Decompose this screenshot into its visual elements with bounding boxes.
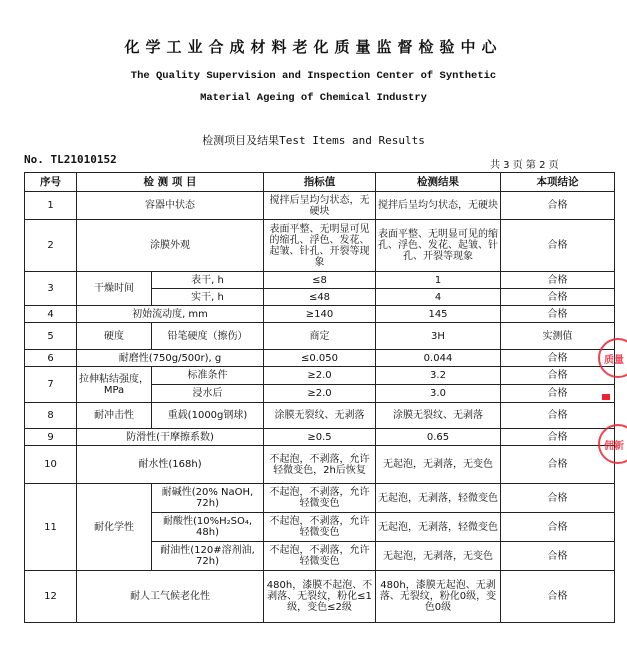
- table-row: [25, 446, 615, 484]
- conclusion: 合格: [501, 272, 615, 289]
- conclusion: 合格: [501, 350, 615, 367]
- test-result: 0.044: [376, 350, 501, 367]
- test-item: 涂膜外观: [77, 220, 264, 272]
- row-number: 7: [25, 367, 77, 403]
- test-item: 耐人工气候老化性: [77, 571, 264, 623]
- test-result: 无起泡，无剥落，无变色: [376, 542, 501, 571]
- table-row: [25, 484, 615, 513]
- report-title-cn: 化学工业合成材料老化质量监督检验中心: [124, 38, 503, 56]
- test-sub-item: 标准条件: [152, 367, 264, 385]
- test-item: 耐磨性(750g/500r), g: [77, 350, 264, 367]
- test-result: 3.0: [376, 385, 501, 403]
- spec-value: ≥140: [264, 306, 376, 323]
- conclusion: 实测值: [501, 323, 615, 350]
- spec-value: ≥0.5: [264, 429, 376, 446]
- report-number: No. TL21010152: [24, 153, 117, 166]
- conclusion: 合格: [501, 513, 615, 542]
- test-result: 3H: [376, 323, 501, 350]
- row-number: 8: [25, 403, 77, 429]
- test-item: 初始流动度, mm: [77, 306, 264, 323]
- conclusion: 合格: [501, 220, 615, 272]
- test-item: 拉伸粘结强度，MPa: [77, 367, 152, 403]
- test-item: 容器中状态: [77, 192, 264, 220]
- spec-value: ≥2.0: [264, 385, 376, 403]
- conclusion: 合格: [501, 429, 615, 446]
- spec-value: ≤0.050: [264, 350, 376, 367]
- spec-value: ≥2.0: [264, 367, 376, 385]
- spec-value: 涂膜无裂纹、无剥落: [264, 403, 376, 429]
- table-header-row: [25, 173, 615, 192]
- page-indicator: 共 3 页 第 2 页: [490, 160, 559, 171]
- conclusion: 合格: [501, 403, 615, 429]
- report-title-en-line2: Material Ageing of Chemical Industry: [200, 92, 427, 104]
- test-sub-item: 表干, h: [152, 272, 264, 289]
- table-row: [25, 350, 615, 367]
- test-sub-item: 铅笔硬度（擦伤）: [152, 323, 264, 350]
- conclusion: 合格: [501, 367, 615, 385]
- conclusion: 合格: [501, 542, 615, 571]
- conclusion: 合格: [501, 192, 615, 220]
- test-result: 涂膜无裂纹、无剥落: [376, 403, 501, 429]
- col-header-item: 检 测 项 目: [77, 173, 264, 192]
- row-number: 1: [25, 192, 77, 220]
- table-row: [25, 571, 615, 623]
- test-result: 3.2: [376, 367, 501, 385]
- row-number: 9: [25, 429, 77, 446]
- test-item: 硬度: [77, 323, 152, 350]
- table-row: [25, 429, 615, 446]
- test-sub-item: 浸水后: [152, 385, 264, 403]
- row-number: 11: [25, 484, 77, 571]
- table-row: [25, 403, 615, 429]
- test-result: 无起泡，无剥落，无变色: [376, 446, 501, 484]
- test-result: 1: [376, 272, 501, 289]
- test-sub-item: 耐碱性(20% NaOH, 72h): [152, 484, 264, 513]
- test-result: 145: [376, 306, 501, 323]
- test-item: 耐冲击性: [77, 403, 152, 429]
- spec-value: 不起泡，不剥落，允许轻微变色: [264, 484, 376, 513]
- table-row: [25, 306, 615, 323]
- col-header-spec: 指标值: [264, 173, 376, 192]
- conclusion: 合格: [501, 289, 615, 306]
- col-header-conclusion: 本项结论: [501, 173, 615, 192]
- row-number: 5: [25, 323, 77, 350]
- test-sub-item: 耐油性(120#溶剂油, 72h): [152, 542, 264, 571]
- spec-value: 不起泡，不剥落，允许轻微变色，2h后恢复: [264, 446, 376, 484]
- test-sub-item: 耐酸性(10%H₂SO₄, 48h): [152, 513, 264, 542]
- table-row: [25, 272, 615, 289]
- conclusion: 合格: [501, 484, 615, 513]
- test-item: 耐化学性: [77, 484, 152, 571]
- test-result: 480h，漆膜无起泡、无剥落、无裂纹，粉化0级，变色0级: [376, 571, 501, 623]
- spec-value: 搅拌后呈均匀状态，无硬块: [264, 192, 376, 220]
- test-result: 4: [376, 289, 501, 306]
- test-item: 耐水性(168h): [77, 446, 264, 484]
- table-row: [25, 192, 615, 220]
- spec-value: ≤48: [264, 289, 376, 306]
- row-number: 2: [25, 220, 77, 272]
- conclusion: 合格: [501, 385, 615, 403]
- test-item: 干燥时间: [77, 272, 152, 306]
- seal-mark: [602, 394, 610, 400]
- row-number: 6: [25, 350, 77, 367]
- spec-value: 不起泡，不剥落，允许轻微变色: [264, 542, 376, 571]
- report-title-en-line1: The Quality Supervision and Inspection Center of Synthetic: [130, 70, 497, 82]
- spec-value: ≤8: [264, 272, 376, 289]
- row-number: 3: [25, 272, 77, 306]
- spec-value: 商定: [264, 323, 376, 350]
- conclusion: 合格: [501, 306, 615, 323]
- row-number: 4: [25, 306, 77, 323]
- test-result: 无起泡，无剥落，轻微变色: [376, 513, 501, 542]
- test-result: 表面平整、无明显可见的缩孔、浮色、发花、起皱、针孔、开裂等现象: [376, 220, 501, 272]
- test-result: 无起泡，无剥落，轻微变色: [376, 484, 501, 513]
- test-item: 防滑性(干摩擦系数): [77, 429, 264, 446]
- spec-value: 不起泡，不剥落，允许轻微变色: [264, 513, 376, 542]
- row-number: 10: [25, 446, 77, 484]
- official-seal-lower: 佣新: [598, 424, 627, 464]
- conclusion: 合格: [501, 446, 615, 484]
- col-header-no: 序号: [25, 173, 77, 192]
- test-result: 搅拌后呈均匀状态，无硬块: [376, 192, 501, 220]
- conclusion: 合格: [501, 571, 615, 623]
- row-number: 12: [25, 571, 77, 623]
- table-row: [25, 220, 615, 272]
- official-seal-upper: 质量: [598, 338, 627, 378]
- spec-value: 表面平整、无明显可见的缩孔、浮色、发花、起皱、针孔、开裂等现象: [264, 220, 376, 272]
- spec-value: 480h，漆膜不起泡、不剥落、无裂纹，粉化≤1级，变色≤2级: [264, 571, 376, 623]
- test-sub-item: 重载(1000g钢球): [152, 403, 264, 429]
- col-header-result: 检测结果: [376, 173, 501, 192]
- test-sub-item: 实干, h: [152, 289, 264, 306]
- test-result: 0.65: [376, 429, 501, 446]
- table-row: [25, 367, 615, 385]
- results-table: [24, 172, 615, 623]
- table-row: [25, 323, 615, 350]
- section-subtitle: 检测项目及结果Test Items and Results: [202, 134, 425, 147]
